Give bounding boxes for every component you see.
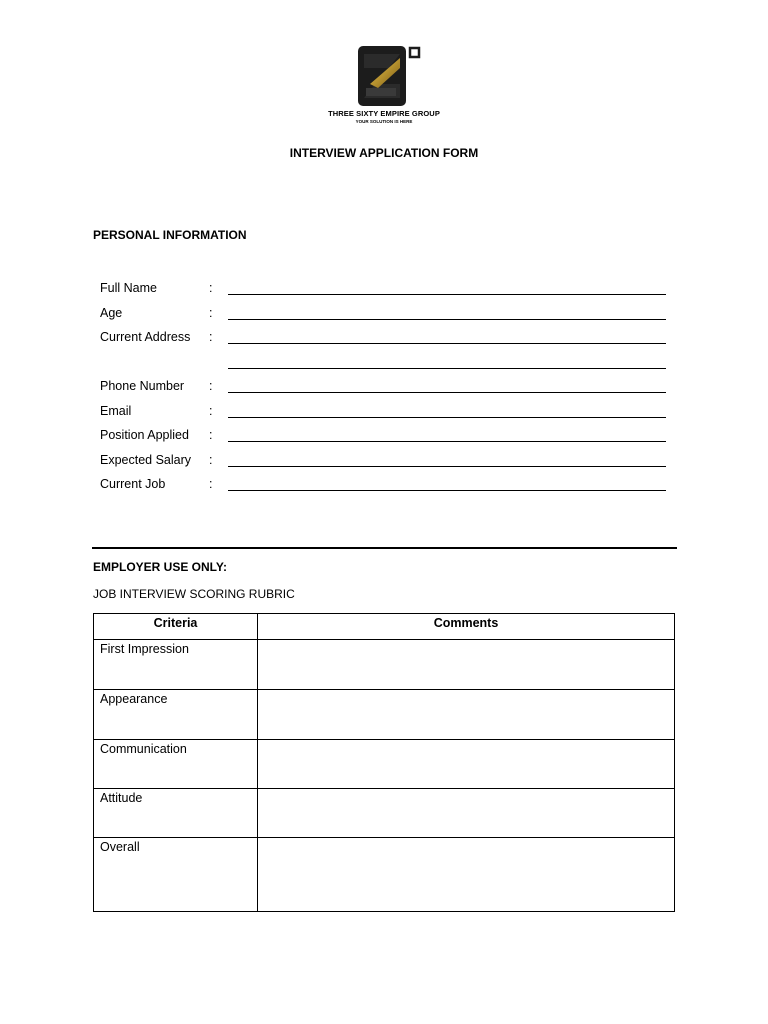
field-label: Full Name bbox=[100, 281, 157, 295]
field-expected-salary[interactable] bbox=[100, 453, 666, 471]
field-position-applied[interactable] bbox=[100, 428, 666, 446]
column-header-comments: Comments bbox=[258, 614, 675, 640]
company-logo bbox=[320, 44, 448, 128]
table-row bbox=[94, 789, 675, 838]
field-separator: : bbox=[209, 404, 213, 418]
field-input-line[interactable] bbox=[228, 490, 666, 491]
field-label: Email bbox=[100, 404, 132, 418]
criteria-cell: Attitude bbox=[94, 789, 258, 838]
field-input-line[interactable] bbox=[228, 417, 666, 418]
logo-mark-icon bbox=[356, 44, 422, 108]
section-divider bbox=[92, 547, 677, 549]
comments-cell[interactable] bbox=[258, 789, 675, 838]
criteria-cell: Appearance bbox=[94, 690, 258, 740]
field-input-line[interactable] bbox=[228, 392, 666, 393]
field-label: Age bbox=[100, 306, 123, 320]
field-label: Position Applied bbox=[100, 428, 189, 442]
field-label: Phone Number bbox=[100, 379, 185, 393]
table-row bbox=[94, 838, 675, 912]
field-input-line[interactable] bbox=[228, 368, 666, 369]
comments-cell[interactable] bbox=[258, 838, 675, 912]
field-input-line[interactable] bbox=[228, 343, 666, 344]
field-separator: : bbox=[209, 379, 213, 393]
field-separator: : bbox=[209, 330, 213, 344]
criteria-cell: Communication bbox=[94, 740, 258, 789]
logo-company-name: THREE SIXTY EMPIRE GROUP bbox=[328, 109, 440, 118]
field-current-job[interactable] bbox=[100, 477, 666, 495]
field-separator: : bbox=[209, 306, 213, 320]
column-header-criteria: Criteria bbox=[94, 614, 258, 640]
field-input-line[interactable] bbox=[228, 441, 666, 442]
table-header-row bbox=[94, 614, 675, 640]
field-input-line[interactable] bbox=[228, 294, 666, 295]
logo-tagline: YOUR SOLUTION IS HERE bbox=[355, 119, 413, 124]
field-current-address-line2[interactable] bbox=[100, 355, 666, 373]
table-row bbox=[94, 740, 675, 789]
scoring-rubric-table bbox=[93, 613, 675, 912]
employer-use-heading: EMPLOYER USE ONLY: bbox=[93, 560, 228, 574]
rubric-title: JOB INTERVIEW SCORING RUBRIC bbox=[93, 587, 295, 601]
field-email[interactable] bbox=[100, 404, 666, 422]
field-separator: : bbox=[209, 281, 213, 295]
field-label: Current Address bbox=[100, 330, 191, 344]
table-row bbox=[94, 690, 675, 740]
field-label: Current Job bbox=[100, 477, 166, 491]
field-label: Expected Salary bbox=[100, 453, 192, 467]
criteria-cell: First Impression bbox=[94, 640, 258, 690]
comments-cell[interactable] bbox=[258, 640, 675, 690]
field-separator: : bbox=[209, 428, 213, 442]
comments-cell[interactable] bbox=[258, 690, 675, 740]
table-row bbox=[94, 640, 675, 690]
personal-info-heading: PERSONAL INFORMATION bbox=[93, 228, 247, 242]
field-separator: : bbox=[209, 453, 213, 467]
field-phone-number[interactable] bbox=[100, 379, 666, 397]
field-input-line[interactable] bbox=[228, 319, 666, 320]
field-current-address[interactable] bbox=[100, 330, 666, 348]
field-age[interactable] bbox=[100, 306, 666, 324]
form-title: INTERVIEW APPLICATION FORM bbox=[289, 146, 479, 160]
field-full-name[interactable] bbox=[100, 281, 666, 299]
criteria-cell: Overall bbox=[94, 838, 258, 912]
field-separator: : bbox=[209, 477, 213, 491]
field-input-line[interactable] bbox=[228, 466, 666, 467]
comments-cell[interactable] bbox=[258, 740, 675, 789]
